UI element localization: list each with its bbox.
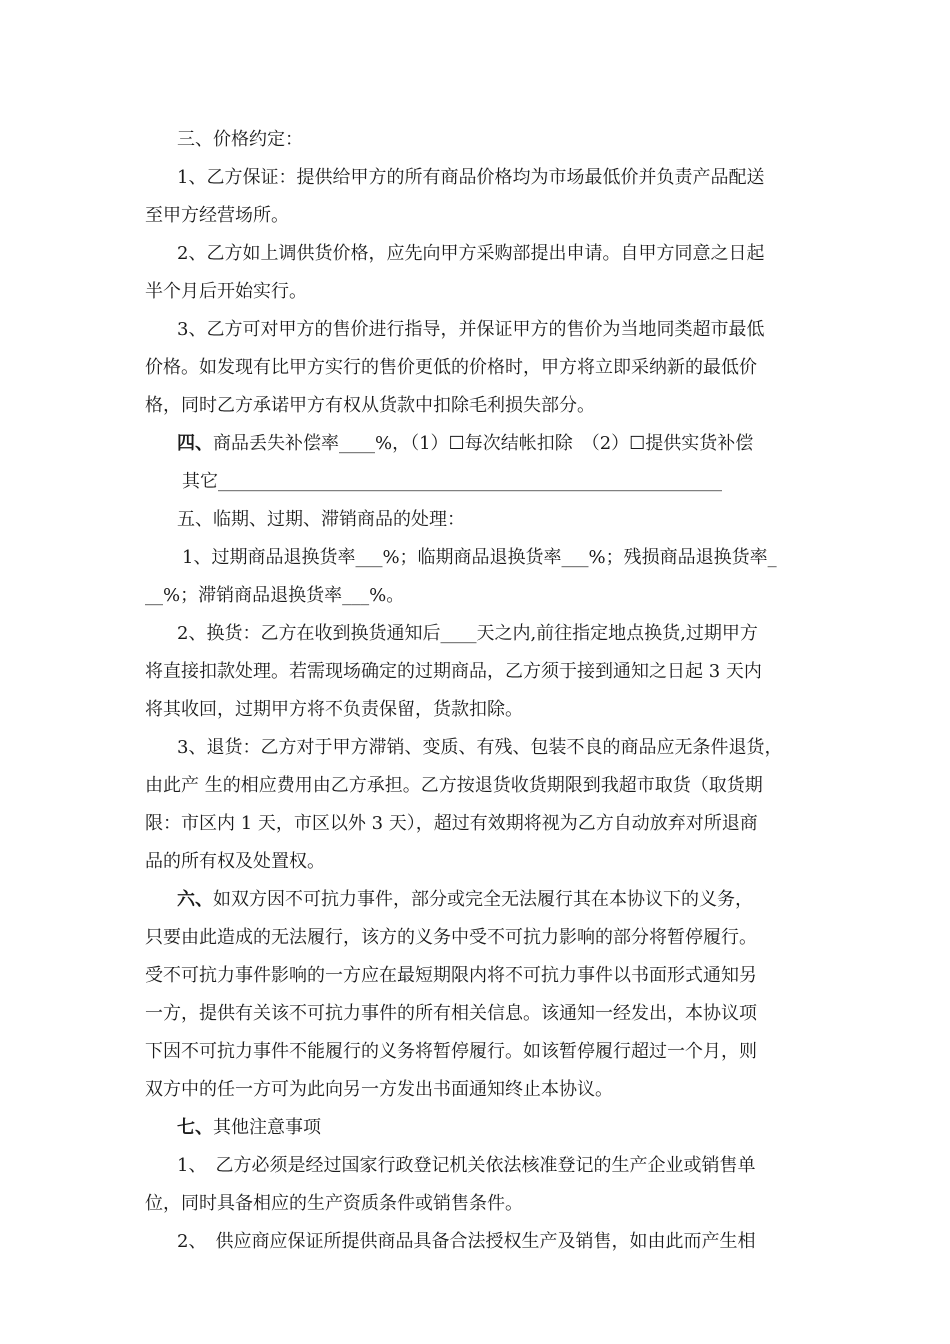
paragraph-line: 1、乙方保证：提供给甲方的所有商品价格均为市场最低价并负责产品配送 [177, 167, 765, 188]
paragraph-line: 至甲方经营场所。 [145, 205, 289, 226]
paragraph-line: 2、 供应商应保证所提供商品具备合法授权生产及销售，如由此而产生相 [177, 1231, 756, 1252]
section-7-heading: 七、其他注意事项 [177, 1117, 321, 1138]
paragraph-line: 只要由此造成的无法履行，该方的义务中受不可抗力影响的部分将暂停履行。 [145, 927, 757, 948]
paragraph-line: __%；滞销商品退换货率___%。 [145, 585, 405, 606]
section-6-heading: 六、如双方因不可抗力事件，部分或完全无法履行其在本协议下的义务， [177, 889, 753, 910]
paragraph-line: 限：市区内 1 天，市区以外 3 天），超过有效期将视为乙方自动放弃对所退商 [145, 813, 758, 834]
paragraph-line: 下因不可抗力事件不能履行的义务将暂停履行。如该暂停履行超过一个月，则 [145, 1041, 757, 1062]
paragraph-line: 格，同时乙方承诺甲方有权从货款中扣除毛利损失部分。 [145, 395, 595, 416]
paragraph-line: 将其收回，过期甲方将不负责保留，货款扣除。 [145, 699, 523, 720]
section-4-number: 四、 [177, 433, 213, 454]
paragraph-line: 一方，提供有关该不可抗力事件的所有相关信息。该通知一经发出，本协议项 [145, 1003, 757, 1024]
other-blank-line: 其它________________________________________________________ [182, 471, 722, 492]
section-6-number: 六、 [177, 889, 213, 910]
paragraph-line: 由此产 生的相应费用由乙方承担。乙方按退货收货期限到我超市取货（取货期 [145, 775, 763, 796]
paragraph-line: 2、乙方如上调供货价格，应先向甲方采购部提出申请。自甲方同意之日起 [177, 243, 765, 264]
paragraph-line: 双方中的任一方可为此向另一方发出书面通知终止本协议。 [145, 1079, 613, 1100]
paragraph-line: 位，同时具备相应的生产资质条件或销售条件。 [145, 1193, 523, 1214]
paragraph-line: 将直接扣款处理。若需现场确定的过期商品，乙方须于接到通知之日起 3 天内 [145, 661, 762, 682]
paragraph-line: 价格。如发现有比甲方实行的售价更低的价格时，甲方将立即采纳新的最低价 [145, 357, 757, 378]
paragraph-line: 半个月后开始实行。 [145, 281, 307, 302]
paragraph-line: 1、 乙方必须是经过国家行政登记机关依法核准登记的生产企业或销售单 [177, 1155, 756, 1176]
paragraph-line: 3、乙方可对甲方的售价进行指导，并保证甲方的售价为当地同类超市最低 [177, 319, 765, 340]
paragraph-line: 1、过期商品退换货率___%；临期商品退换货率___%；残损商品退换货率_ [182, 547, 777, 568]
paragraph-line: 受不可抗力事件影响的一方应在最短期限内将不可抗力事件以书面形式通知另 [145, 965, 757, 986]
paragraph-line: 品的所有权及处置权。 [145, 851, 325, 872]
section-7-number: 七、 [177, 1117, 213, 1138]
section-4-heading: 四、商品丢失补偿率____%，（1）☐每次结帐扣除 （2）☐提供实货补偿 [177, 433, 754, 454]
paragraph-line: 3、退货：乙方对于甲方滞销、变质、有残、包装不良的商品应无条件退货， [177, 737, 783, 758]
paragraph-line: 2、换货：乙方在收到换货通知后____天之内,前往指定地点换货,过期甲方 [177, 623, 758, 644]
section-5-heading: 五、临期、过期、滞销商品的处理： [177, 509, 465, 530]
section-3-heading: 三、价格约定： [177, 129, 303, 150]
